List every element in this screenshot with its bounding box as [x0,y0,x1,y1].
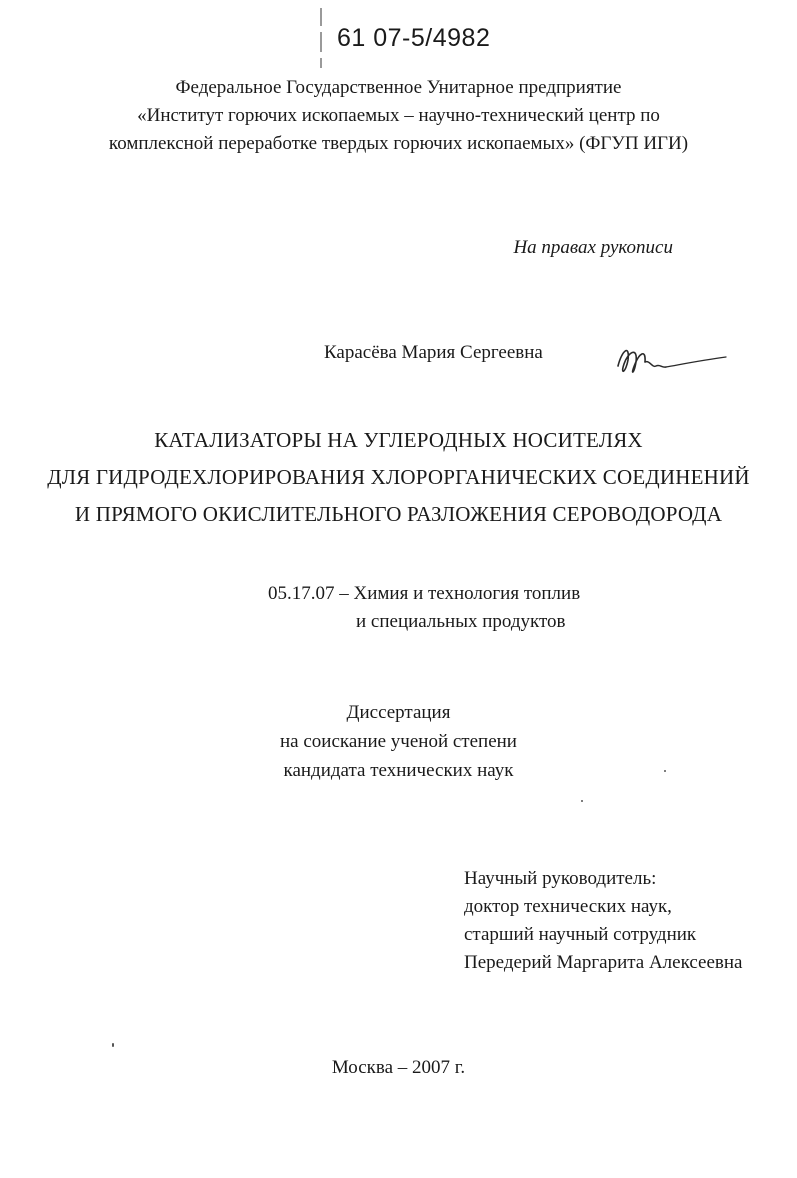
specialty-code-line: 05.17.07 – Химия и технология топлив [268,583,581,604]
archive-stamp-number: 61 07-5/4982 [337,24,491,52]
specialty-continuation-line: и специальных продуктов [356,611,566,632]
thesis-title-line-2: ДЛЯ ГИДРОДЕХЛОРИРОВАНИЯ ХЛОРОРГАНИЧЕСКИХ СОЕДИНЕНИЙ [47,465,750,489]
degree-line-2: кандидата технических наук [283,760,514,781]
scan-speck [581,800,583,802]
institution-line-2: «Институт горючих ископаемых – научно-технический центр по [137,105,660,126]
author-signature-image [608,336,730,384]
degree-line-1: на соискание ученой степени [280,731,517,752]
scan-speck [112,1043,114,1047]
advisor-position: старший научный сотрудник [464,924,697,945]
stamp-tick-mark [320,8,322,26]
manuscript-rights-note: На правах рукописи [513,237,673,258]
advisor-heading: Научный руководитель: [464,868,657,889]
dissertation-label: Диссертация [346,702,451,723]
author-name: Карасёва Мария Сергеевна [324,342,543,363]
institution-line-3: комплексной переработке твердых горючих ископаемых» (ФГУП ИГИ) [108,133,689,154]
thesis-title-line-1: КАТАЛИЗАТОРЫ НА УГЛЕРОДНЫХ НОСИТЕЛЯХ [154,428,643,452]
stamp-tick-mark [320,58,322,68]
scan-speck [664,770,666,772]
advisor-name: Передерий Маргарита Алексеевна [464,952,743,973]
stamp-tick-mark [320,32,322,52]
place-and-year: Москва – 2007 г. [331,1057,466,1078]
advisor-degree: доктор технических наук, [464,896,672,917]
institution-line-1: Федеральное Государственное Унитарное предприятие [175,77,622,98]
thesis-title-line-3: И ПРЯМОГО ОКИСЛИТЕЛЬНОГО РАЗЛОЖЕНИЯ СЕРОВОДОРОДА [74,502,723,526]
